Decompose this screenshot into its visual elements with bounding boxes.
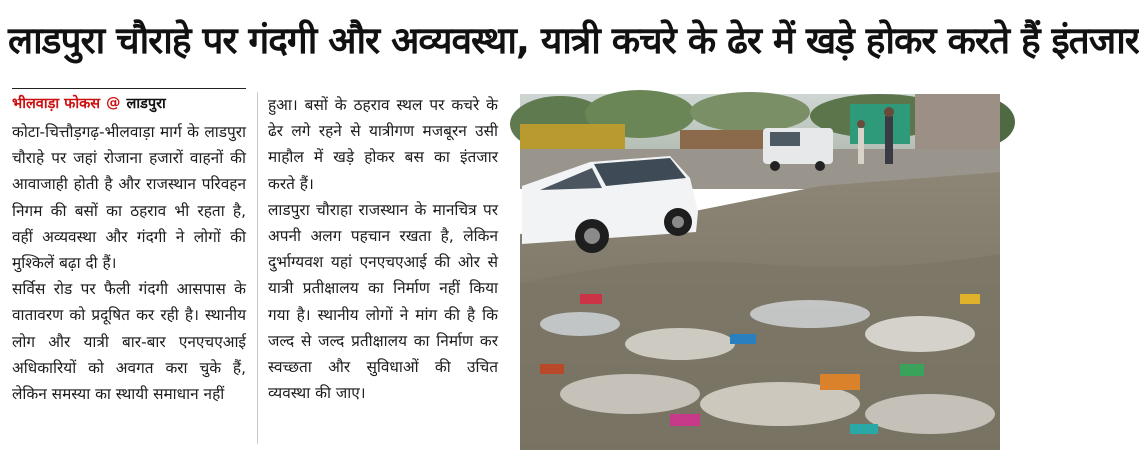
- article-column-1: [12, 119, 246, 407]
- byline-location: लाडपुरा: [126, 95, 166, 112]
- column-divider: [257, 92, 258, 444]
- article-paragraph: कोटा-चित्तौड़गढ़-भीलवाड़ा मार्ग के लाडपुरा चौराहे पर जहां रोजाना हजारों वाहनों की आवाजाही होती है और राजस्थान परिवहन निगम की बसों का ठहराव भी रहता है, वहीं अव्यवस्था और गंदगी ने लोगों की मुश्किलें बढ़ा दी हैं।: [12, 123, 246, 273]
- photo-building: [915, 94, 1000, 152]
- article-paragraph: लाडपुरा चौराहा राजस्थान के मानचित्र पर अपनी अलग पहचान रखता है, लेकिन दुर्भाग्यवश यहां एनएचएआई की ओर से यात्री प्रतीक्षालय का निर्माण नहीं किया गया है। स्थानीय लोगों ने मांग की है कि जल्द से जल्द प्रतीक्षालय का निर्माण कर स्वच्छता और सुविधाओं की उचित व्यवस्था की जाए।: [268, 200, 498, 403]
- article-paragraph: हुआ। बसों के ठहराव स्थल पर कचरे के ढेर लगे रहने से यात्रीगण मजबूरन उसी माहौल में खड़े होकर बस का इंतजार करते हैं।: [268, 96, 498, 193]
- byline-separator: @: [106, 94, 121, 111]
- article-column-2: [268, 92, 498, 406]
- news-photo: [520, 94, 1000, 450]
- byline-place: भीलवाड़ा फोकस: [12, 95, 101, 112]
- byline: [12, 88, 246, 116]
- article-paragraph: सर्विस रोड पर फैली गंदगी आसपास के वातावरण को प्रदूषित कर रही है। स्थानीय लोग और यात्री बार-बार एनएचएआई अधिकारियों को अवगत करा चुके हैं, लेकिन समस्या का स्थायी समाधान नहीं: [12, 280, 246, 404]
- photo-garbage: [520, 254, 1000, 450]
- headline: लाडपुरा चौराहे पर गंदगी और अव्यवस्था, यात्री कचरे के ढेर में खड़े होकर करते हैं इंतजार: [8, 19, 1139, 62]
